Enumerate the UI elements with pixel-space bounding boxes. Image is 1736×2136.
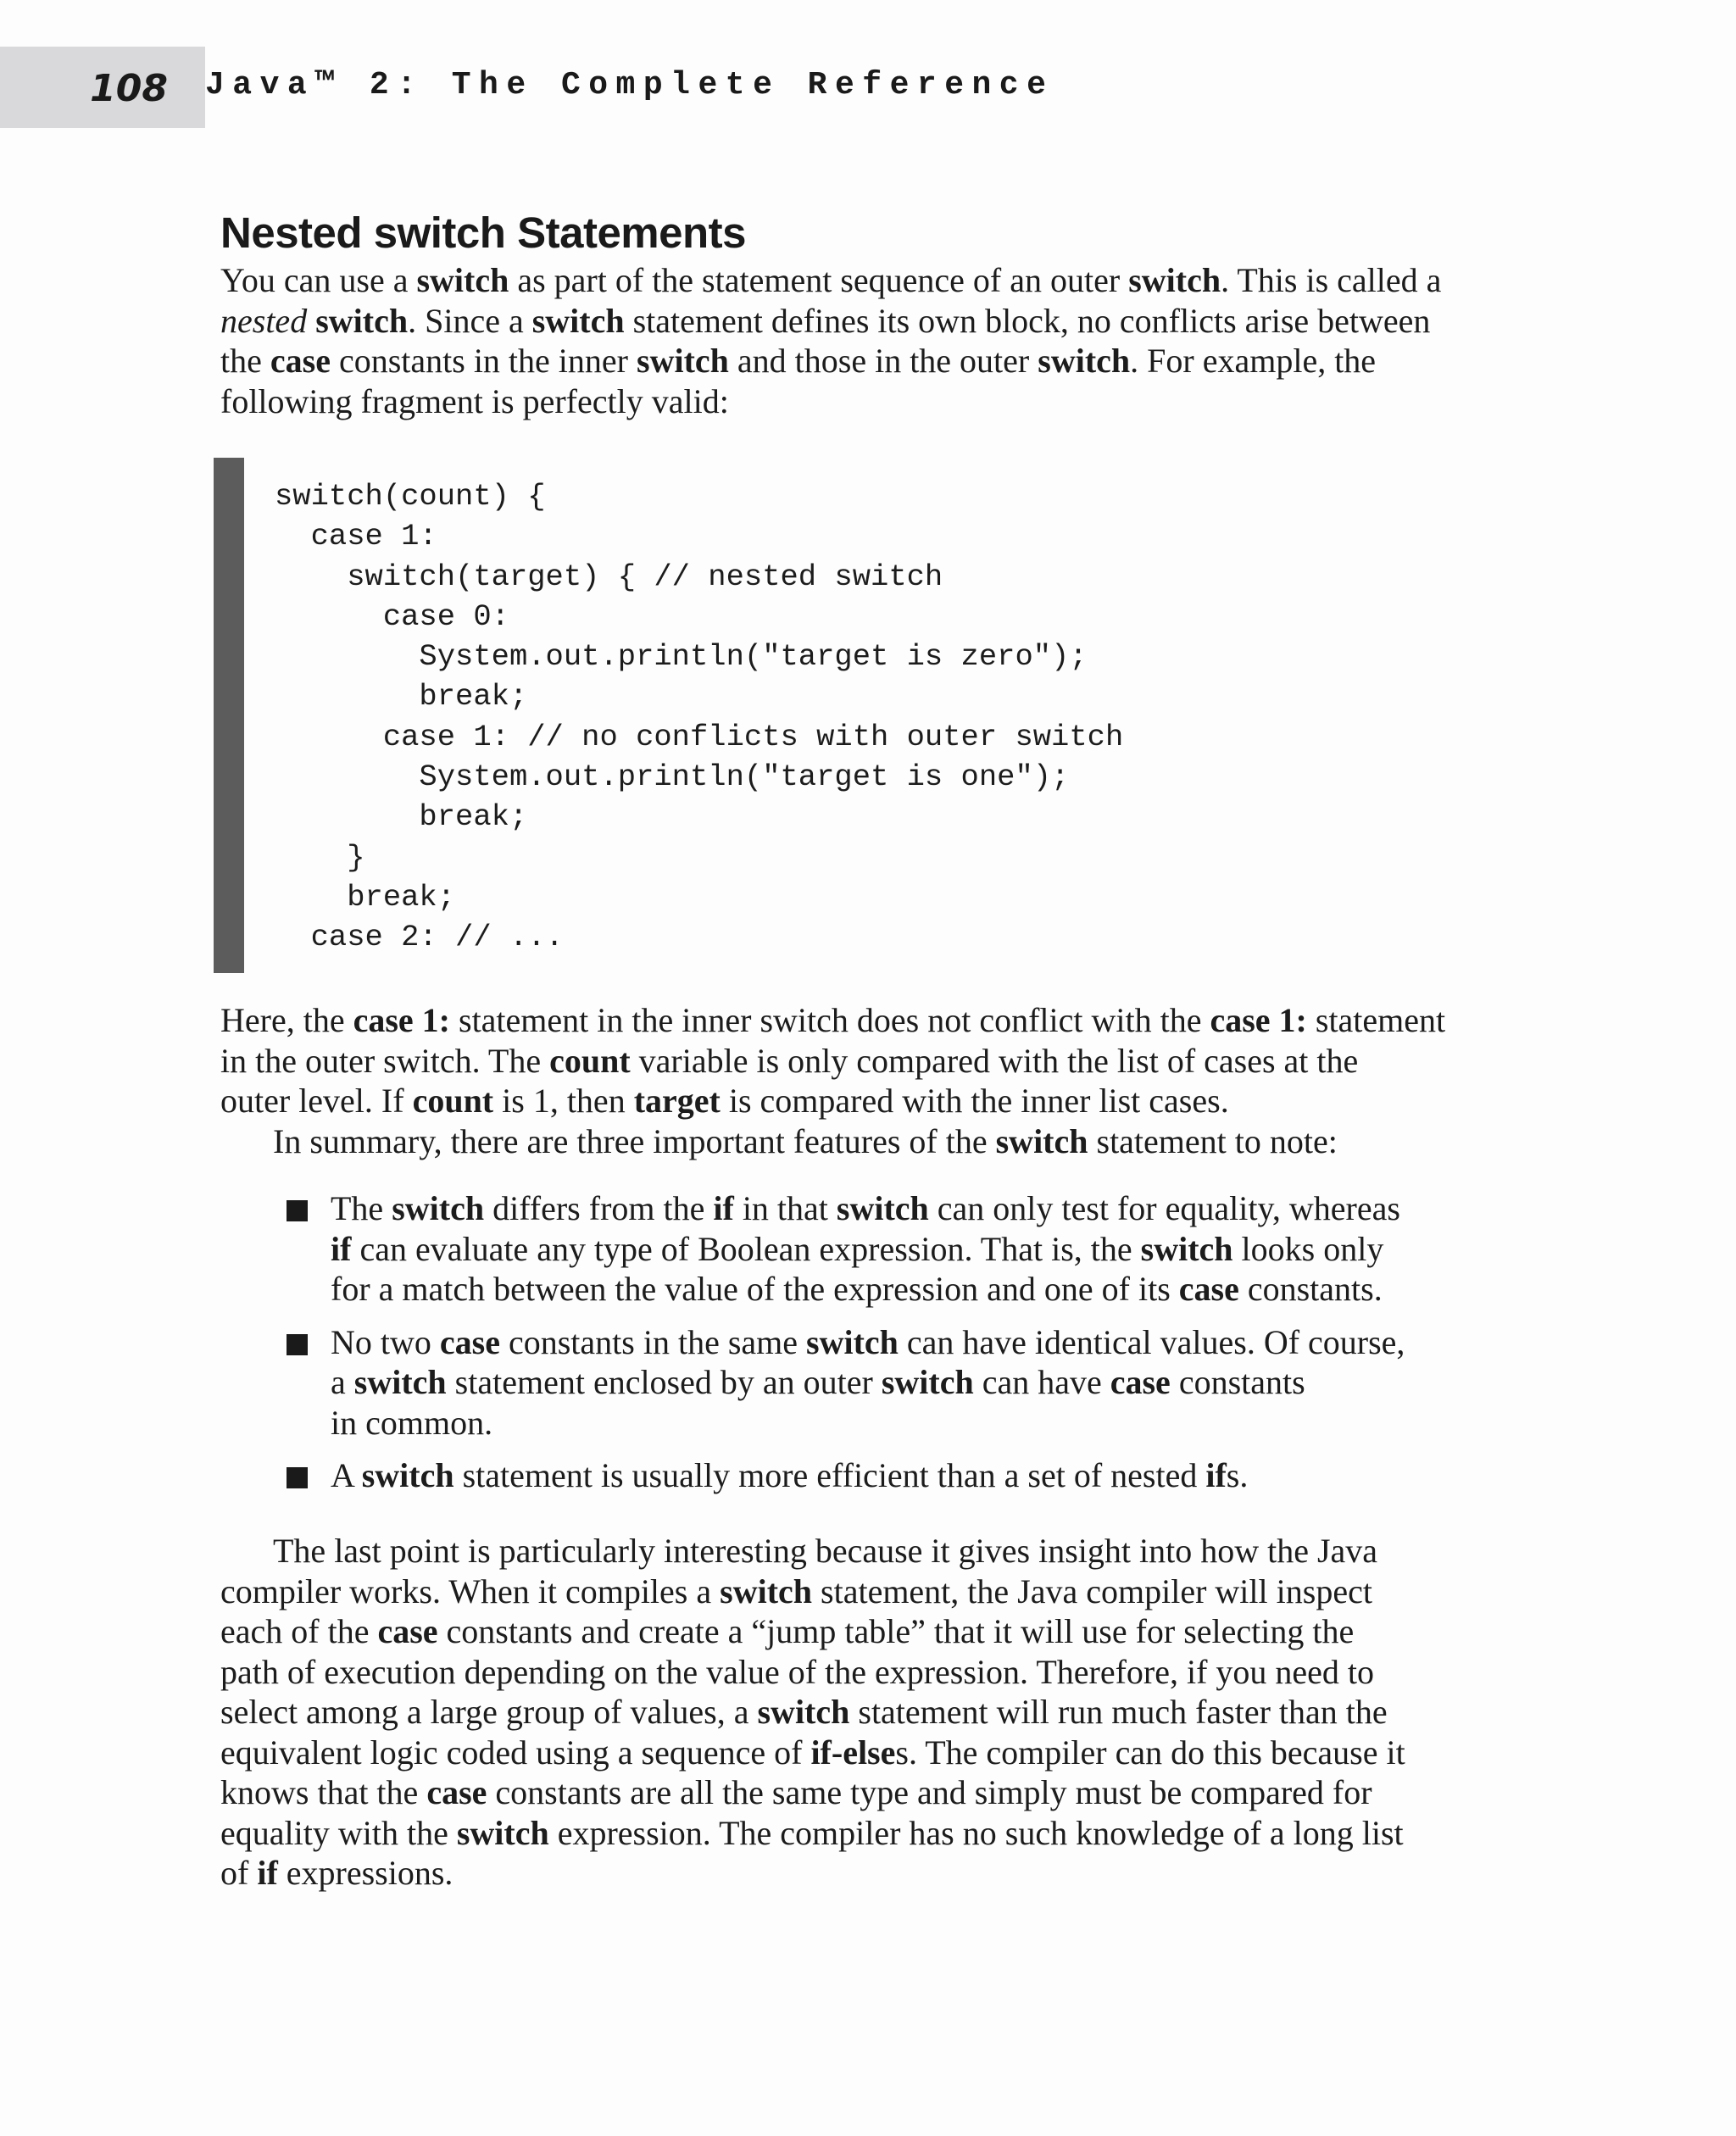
- paragraph-line: [220, 1531, 1526, 1571]
- features-list: [280, 1188, 1551, 1509]
- text-run: constants in the same: [499, 1322, 807, 1361]
- text-run: A: [331, 1456, 362, 1494]
- code-line: System.out.println("target is one");: [275, 759, 1070, 795]
- feature-list-item: [280, 1455, 1551, 1496]
- list-item-line: [331, 1269, 1551, 1310]
- text-run: variable is only compared with the list of cases at the: [630, 1041, 1359, 1080]
- bold-term: case: [439, 1322, 500, 1361]
- text-run: In summary, there are three important features of the: [273, 1121, 996, 1160]
- text-run: constants and create a “jump table” that it will use for selecting the: [437, 1612, 1355, 1650]
- feature-list-item: [280, 1322, 1551, 1443]
- bold-term: switch: [881, 1363, 974, 1401]
- code-listing-bar: [214, 458, 244, 973]
- bold-term: if-else: [810, 1733, 896, 1772]
- bold-term: switch: [531, 301, 625, 340]
- text-run: for a match between the value of the expression and one of its: [331, 1270, 1179, 1308]
- text-run: statement: [1306, 1001, 1446, 1039]
- text-run: can have: [973, 1363, 1110, 1401]
- paragraph-line: [220, 260, 1526, 301]
- text-run: differs from the: [484, 1189, 714, 1227]
- bold-term: if: [1205, 1456, 1227, 1494]
- code-listing: [214, 458, 1536, 973]
- text-run: statement, the Java compiler will inspect: [812, 1571, 1372, 1610]
- bold-term: switch: [757, 1693, 850, 1731]
- bold-term: switch: [353, 1363, 447, 1401]
- bold-term: case 1:: [1210, 1001, 1307, 1039]
- text-run: statement defines its own block, no conflicts arise between: [624, 301, 1431, 340]
- bold-term: case 1:: [353, 1001, 450, 1039]
- bold-term: switch: [1038, 342, 1131, 380]
- text-run: Here, the: [220, 1001, 353, 1039]
- text-run: is 1, then: [493, 1082, 634, 1120]
- page-number: 108: [90, 67, 168, 110]
- paragraph-line: [220, 1853, 1526, 1894]
- paragraph-line: [220, 1611, 1526, 1652]
- bold-term: switch: [416, 261, 509, 299]
- paragraph-line: [220, 341, 1526, 381]
- text-run: outer level. If: [220, 1082, 413, 1120]
- paragraph-line: [220, 1772, 1526, 1813]
- bold-term: count: [549, 1041, 631, 1080]
- text-run: can only test for equality, whereas: [928, 1189, 1400, 1227]
- bold-term: count: [412, 1082, 494, 1120]
- code-line: break;: [275, 799, 528, 835]
- text-run: constants are all the same type and simply must be compared for: [487, 1773, 1372, 1811]
- text-run: looks only: [1232, 1229, 1384, 1268]
- paragraph-line: [220, 1571, 1526, 1612]
- text-run: expression. The compiler has no such knowledge of a long list: [548, 1813, 1404, 1852]
- bold-term: if: [257, 1854, 278, 1892]
- text-run: . For example, the: [1130, 342, 1377, 380]
- code-line: case 1: // no conflicts with outer switch: [275, 719, 1124, 754]
- text-run: and those in the outer: [728, 342, 1038, 380]
- bold-term: if: [331, 1229, 352, 1268]
- paragraph-line: [220, 301, 1526, 342]
- text-run: compiler works. When it compiles a: [220, 1571, 721, 1610]
- text-run: s. The compiler can do this because it: [895, 1733, 1405, 1772]
- after-code-paragraph: [220, 1000, 1526, 1161]
- text-run: s.: [1226, 1456, 1249, 1494]
- text-run: path of execution depending on the value of the expression. Therefore, if you need to: [220, 1652, 1375, 1691]
- bold-term: target: [633, 1082, 721, 1120]
- text-run: . Since a: [408, 301, 532, 340]
- bold-term: case: [270, 342, 331, 380]
- text-run: is compared with the inner list cases.: [720, 1082, 1229, 1120]
- text-run: You can use a: [220, 261, 417, 299]
- paragraph-line: [220, 1041, 1526, 1082]
- code-line: case 2: // ...: [275, 920, 564, 955]
- text-run: can have identical values. Of course,: [898, 1322, 1405, 1361]
- text-run: in that: [733, 1189, 837, 1227]
- page-number-tab: [0, 47, 205, 128]
- code-line: break;: [275, 679, 528, 715]
- intro-paragraph: [220, 260, 1526, 421]
- text-run: . This is called a: [1221, 261, 1442, 299]
- text-run: a: [331, 1363, 354, 1401]
- paragraph-line: [220, 1652, 1526, 1693]
- bold-term: switch: [1140, 1229, 1233, 1268]
- text-run: knows that the: [220, 1773, 427, 1811]
- bold-term: case: [1110, 1363, 1171, 1401]
- square-bullet-icon: [287, 1334, 308, 1355]
- bold-term: case: [1178, 1270, 1239, 1308]
- bold-term: if: [713, 1189, 734, 1227]
- list-item-line: [331, 1229, 1551, 1270]
- code-line: switch(target) { // nested switch: [275, 559, 943, 594]
- paragraph-line: [220, 1733, 1526, 1773]
- text-run: as part of the statement sequence of an outer: [509, 261, 1129, 299]
- text-run: in the outer switch. The: [220, 1041, 550, 1080]
- text-run: constants in the inner: [330, 342, 637, 380]
- text-run: statement is usually more efficient than a set of nested: [453, 1456, 1206, 1494]
- text-run: statement in the inner switch does not conflict with the: [450, 1001, 1210, 1039]
- bold-term: switch: [995, 1121, 1088, 1160]
- list-item-line: [331, 1188, 1551, 1229]
- text-run: select among a large group of values, a: [220, 1693, 758, 1731]
- text-run: No two: [331, 1322, 440, 1361]
- bold-term: switch: [315, 301, 409, 340]
- text-run: statement will run much faster than the: [849, 1693, 1388, 1731]
- section-heading: Nested switch Statements: [220, 209, 747, 257]
- text-run: can evaluate any type of Boolean expression. That is, the: [351, 1229, 1141, 1268]
- bold-term: switch: [637, 342, 729, 380]
- paragraph-line: [220, 1121, 1526, 1162]
- bold-term: switch: [392, 1189, 485, 1227]
- running-head: Java™ 2: The Complete Reference: [205, 67, 1054, 103]
- bold-term: switch: [806, 1322, 899, 1361]
- feature-list-item: [280, 1188, 1551, 1310]
- code-line: break;: [275, 879, 456, 915]
- text-run: expressions.: [277, 1854, 453, 1892]
- bold-term: switch: [361, 1456, 454, 1494]
- paragraph-line: [220, 1081, 1526, 1121]
- text-run: statement enclosed by an outer: [446, 1363, 882, 1401]
- text-run: The last point is particularly interesting because it gives insight into how the Java: [273, 1532, 1378, 1570]
- list-item-line: [331, 1362, 1551, 1403]
- code-line: }: [275, 839, 365, 875]
- list-item-line: [331, 1322, 1551, 1363]
- text-run: each of the: [220, 1612, 378, 1650]
- list-item-line: [331, 1403, 1551, 1443]
- code-text: [275, 476, 1123, 958]
- text-run: in common.: [331, 1403, 493, 1442]
- bold-term: case: [426, 1773, 487, 1811]
- bold-term: switch: [1128, 261, 1221, 299]
- text-run: The: [331, 1189, 392, 1227]
- square-bullet-icon: [287, 1467, 308, 1488]
- list-item-line: [331, 1455, 1551, 1496]
- code-line: case 1:: [275, 519, 437, 554]
- text-run: equality with the: [220, 1813, 457, 1852]
- text-run: the: [220, 342, 270, 380]
- bold-term: switch: [456, 1813, 549, 1852]
- bold-term: switch: [720, 1571, 813, 1610]
- square-bullet-icon: [287, 1200, 308, 1221]
- text-run: [307, 302, 315, 340]
- text-run: constants: [1170, 1363, 1305, 1401]
- bold-term: case: [377, 1612, 438, 1650]
- paragraph-line: [220, 1692, 1526, 1733]
- text-run: equivalent logic coded using a sequence of: [220, 1733, 811, 1772]
- paragraph-line: [220, 1813, 1526, 1854]
- code-line: case 0:: [275, 598, 509, 634]
- code-line: System.out.println("target is zero");: [275, 639, 1088, 675]
- text-run: constants.: [1238, 1270, 1383, 1308]
- text-run: of: [220, 1854, 258, 1892]
- text-run: following fragment is perfectly valid:: [220, 381, 729, 420]
- closing-paragraph: [220, 1531, 1526, 1894]
- text-run: statement to note:: [1088, 1121, 1338, 1160]
- bold-term: switch: [836, 1189, 929, 1227]
- paragraph-line: [220, 1000, 1526, 1041]
- code-line: switch(count) {: [275, 479, 546, 514]
- paragraph-line: [220, 381, 1526, 422]
- italic-term: nested: [220, 301, 308, 340]
